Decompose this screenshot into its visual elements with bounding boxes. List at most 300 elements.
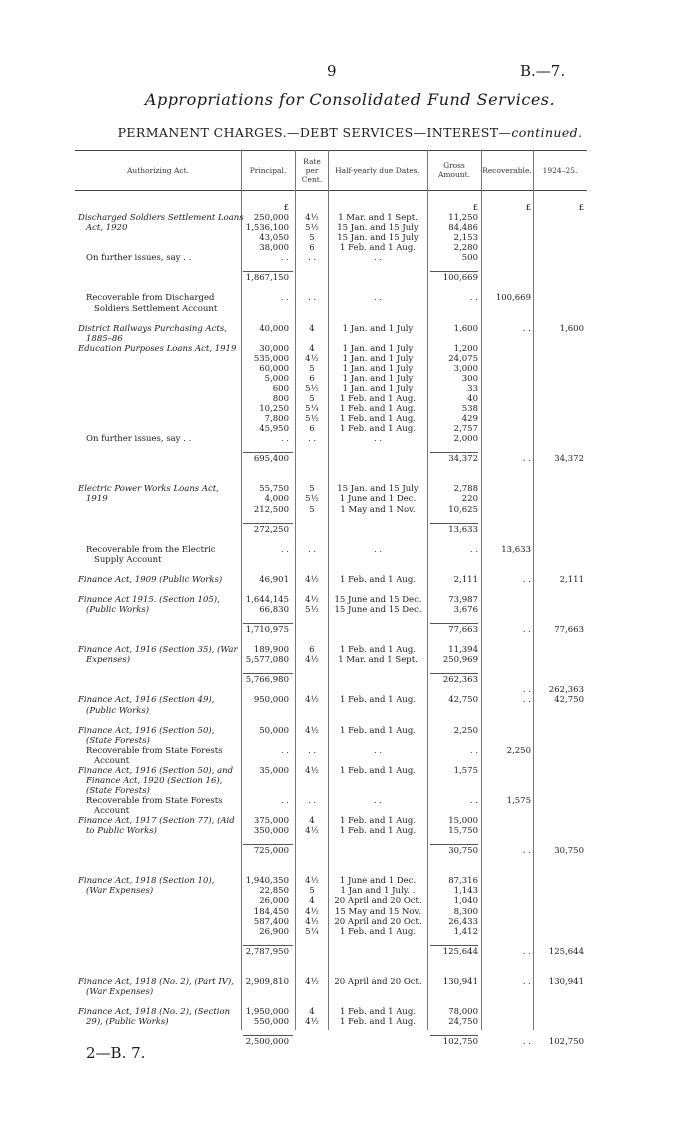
table-row — [0, 737, 700, 746]
cell-authorizing-act: (State Forests) — [86, 785, 150, 796]
cell-principal: . . — [280, 544, 289, 555]
table-row — [0, 475, 700, 484]
cell-gross-amount: 2,280 — [453, 243, 478, 254]
cell-due-dates: 1 Feb. and 1 Aug. — [340, 826, 416, 837]
cell-recoverable: . . — [522, 574, 531, 585]
cell-gross-amount: 15,000 — [448, 816, 478, 827]
cell-recoverable: 2,250 — [506, 745, 531, 756]
subtitle-continued: —continued. — [498, 125, 583, 140]
table-row — [0, 596, 700, 605]
cell-rate: . . — [307, 253, 317, 264]
cell-principal: 587,400 — [253, 916, 289, 927]
table-row — [0, 978, 700, 987]
cell-authorizing-act: (State Forests) — [86, 735, 150, 746]
cell-authorizing-act: Recoverable from Discharged — [86, 293, 215, 304]
cell-principal: 1,950,000 — [245, 1007, 289, 1017]
cell-recoverable: . . — [522, 323, 531, 334]
cell-due-dates: . . — [373, 293, 383, 304]
cell-principal: 1,710,975 — [245, 625, 289, 636]
cell-gross-amount: 11,394 — [448, 645, 478, 656]
cell-due-dates: 1 Jan. and 1 July — [342, 343, 414, 354]
cell-year: £ — [578, 203, 584, 213]
cell-due-dates: 20 April and 20 Oct. — [334, 976, 422, 987]
cell-rate: 5 — [309, 233, 315, 244]
header-authorizing-act: Authorizing Act. — [127, 165, 189, 175]
cell-recoverable: . . — [522, 685, 531, 696]
cell-gross-amount: 125,644 — [442, 946, 478, 957]
cell-rate: 4½ — [305, 574, 319, 585]
table-row — [0, 284, 700, 293]
cell-authorizing-act: 29), (Public Works) — [86, 1017, 169, 1028]
cell-authorizing-act: Recoverable from the Electric — [86, 544, 216, 555]
table-row — [0, 988, 700, 997]
cell-rate: 5½ — [305, 494, 319, 505]
cell-principal: 55,750 — [259, 484, 289, 495]
cell-due-dates: 1 Feb. and 1 Aug. — [340, 424, 416, 435]
cell-due-dates: 1 Jan. and 1 July — [342, 373, 414, 384]
table-row — [0, 526, 700, 535]
cell-principal: 2,909,810 — [245, 976, 289, 987]
table-row — [0, 847, 700, 856]
cell-gross-amount: . . — [469, 795, 478, 806]
cell-gross-amount: 10,625 — [448, 504, 478, 515]
total-rule — [430, 945, 478, 946]
header-principal: Principal. — [249, 165, 287, 175]
cell-authorizing-act: (Public Works) — [86, 705, 150, 716]
table-row — [0, 415, 700, 424]
total-rule — [243, 452, 293, 453]
cell-due-dates: . . — [373, 745, 383, 756]
table-row — [0, 294, 700, 303]
table-row — [0, 506, 700, 515]
page-footer: 2—B. 7. — [86, 1044, 146, 1062]
cell-recoverable: . . — [522, 625, 531, 636]
table-row — [0, 877, 700, 886]
total-rule — [243, 1035, 293, 1036]
cell-due-dates: 15 Jan. and 15 July — [337, 484, 419, 495]
cell-year: 262,363 — [548, 685, 584, 696]
cell-gross-amount: 1,600 — [453, 323, 478, 334]
cell-authorizing-act: Finance Act, 1918 (No. 2), (Part IV), — [78, 976, 234, 987]
table-row — [0, 968, 700, 977]
total-rule — [430, 523, 478, 524]
cell-principal: 1,644,145 — [245, 594, 289, 605]
cell-authorizing-act: to Public Works) — [86, 826, 157, 837]
cell-gross-amount: 3,676 — [453, 605, 478, 615]
total-rule — [430, 673, 478, 674]
table-row — [0, 606, 700, 615]
cell-authorizing-act: Finance Act, 1916 (Section 50), — [78, 725, 215, 736]
table-row — [0, 325, 700, 334]
cell-due-dates: 1 Feb. and 1 Aug. — [340, 765, 416, 776]
cell-gross-amount: 73,987 — [448, 594, 478, 605]
table-row — [0, 465, 700, 474]
cell-principal: 375,000 — [253, 816, 289, 827]
cell-authorizing-act: 1919 — [86, 494, 108, 505]
cell-rate: 4 — [309, 816, 315, 827]
table-row — [0, 556, 700, 565]
total-rule — [243, 844, 293, 845]
cell-gross-amount: 11,250 — [448, 213, 478, 224]
cell-principal: 4,000 — [264, 494, 289, 505]
cell-due-dates: 1 Feb. and 1 Aug. — [340, 393, 416, 404]
header-due-dates: Half-yearly due Dates. — [335, 165, 420, 175]
total-rule — [430, 623, 478, 624]
table-row — [0, 616, 700, 625]
cell-principal: 43,050 — [259, 233, 289, 244]
cell-year: 1,600 — [559, 323, 584, 334]
cell-authorizing-act: Finance Act, 1918 (No. 2), (Section — [78, 1007, 231, 1017]
cell-authorizing-act: 1885–86 — [86, 333, 123, 344]
table-row — [0, 817, 700, 826]
table-row — [0, 777, 700, 786]
cell-due-dates: 1 Jan. and 1 July — [342, 353, 414, 364]
cell-gross-amount: 130,941 — [442, 976, 478, 987]
cell-gross-amount: 15,750 — [448, 826, 478, 837]
table-row — [0, 274, 700, 283]
cell-due-dates: 1 Jan. and 1 July — [342, 383, 414, 394]
table-row — [0, 586, 700, 595]
cell-gross-amount: . . — [469, 544, 478, 555]
page-title: Appropriations for Consolidated Fund Services. — [144, 90, 556, 109]
cell-year: 30,750 — [554, 846, 584, 857]
cell-year: 125,644 — [548, 946, 584, 957]
cell-rate: . . — [307, 795, 317, 806]
cell-rate: 4 — [309, 323, 315, 334]
cell-principal: 800 — [272, 393, 289, 404]
cell-principal: 50,000 — [259, 725, 289, 736]
table-row — [0, 485, 700, 494]
table-row — [0, 455, 700, 464]
table-row — [0, 425, 700, 434]
table-row — [0, 727, 700, 736]
total-rule — [430, 452, 478, 453]
table-row — [0, 254, 700, 263]
table-row — [0, 767, 700, 776]
cell-due-dates: 15 Jan. and 15 July — [337, 233, 419, 244]
table-row — [0, 827, 700, 836]
cell-principal: 1,940,350 — [245, 876, 289, 887]
table-row — [0, 204, 700, 213]
cell-rate: 6 — [309, 424, 315, 435]
cell-gross-amount: 78,000 — [448, 1007, 478, 1017]
table-row — [0, 787, 700, 796]
cell-principal: 7,800 — [264, 414, 289, 425]
table-row — [0, 385, 700, 394]
cell-rate: 5 — [309, 886, 315, 897]
cell-due-dates: 1 Jan. and 1 July — [342, 363, 414, 374]
cell-gross-amount: 2,250 — [453, 725, 478, 736]
cell-authorizing-act: On further issues, say . . — [86, 434, 192, 445]
cell-authorizing-act: Account — [94, 755, 130, 766]
cell-rate: . . — [307, 293, 317, 304]
cell-authorizing-act: Finance Act, 1916 (Section 49), — [78, 695, 215, 706]
cell-rate: 4½ — [305, 725, 319, 736]
cell-authorizing-act: Education Purposes Loans Act, 1919 — [78, 343, 237, 354]
table-row — [0, 857, 700, 866]
cell-rate: 5 — [309, 363, 315, 374]
cell-principal: 26,900 — [259, 926, 289, 937]
cell-principal: 38,000 — [259, 243, 289, 254]
cell-rate: 5½ — [305, 383, 319, 394]
cell-authorizing-act: On further issues, say . . — [86, 253, 192, 264]
cell-authorizing-act: Finance Act 1915. (Section 105), — [78, 594, 220, 605]
cell-year: 34,372 — [554, 454, 584, 465]
cell-gross-amount: 2,153 — [453, 233, 478, 244]
cell-due-dates: 15 June and 15 Dec. — [334, 594, 422, 605]
total-rule — [243, 271, 293, 272]
cell-recoverable: 1,575 — [506, 795, 531, 806]
cell-recoverable: 100,669 — [495, 293, 531, 304]
cell-year: 130,941 — [548, 976, 584, 987]
table-row — [0, 918, 700, 927]
table-row — [0, 797, 700, 806]
cell-rate: 4½ — [305, 976, 319, 987]
cell-authorizing-act: Expenses) — [86, 655, 131, 666]
cell-rate: 4½ — [305, 695, 319, 706]
cell-gross-amount: 500 — [461, 253, 478, 264]
cell-authorizing-act: Recoverable from State Forests — [86, 795, 223, 806]
cell-principal: 60,000 — [259, 363, 289, 374]
cell-rate: 4 — [309, 1007, 315, 1017]
cell-gross-amount: 102,750 — [442, 1037, 478, 1048]
cell-principal: 30,000 — [259, 343, 289, 354]
cell-gross-amount: 220 — [461, 494, 478, 505]
cell-due-dates: 20 April and 20 Oct. — [334, 896, 422, 907]
cell-principal: 350,000 — [253, 826, 289, 837]
cell-principal: 535,000 — [253, 353, 289, 364]
cell-due-dates: 1 May and 1 Nov. — [340, 504, 416, 515]
cell-due-dates: 1 Feb. and 1 Aug. — [340, 695, 416, 706]
table-row — [0, 867, 700, 876]
cell-principal: 725,000 — [253, 846, 289, 857]
cell-principal: 184,450 — [253, 906, 289, 917]
cell-gross-amount: 1,040 — [453, 896, 478, 907]
cell-recoverable: . . — [522, 846, 531, 857]
cell-due-dates: . . — [373, 434, 383, 445]
header-recoverable: Recoverable. — [482, 165, 532, 175]
table-row — [0, 536, 700, 545]
cell-principal: 40,000 — [259, 323, 289, 334]
total-rule — [430, 271, 478, 272]
cell-gross-amount: 26,433 — [448, 916, 478, 927]
cell-rate: 4½ — [305, 906, 319, 917]
cell-authorizing-act: Supply Account — [94, 554, 162, 565]
cell-principal: 2,787,950 — [245, 946, 289, 957]
table-row — [0, 938, 700, 947]
table-row — [0, 566, 700, 575]
table-row — [0, 516, 700, 525]
cell-due-dates: 1 Mar. and 1 Sept. — [338, 655, 418, 666]
table-row — [0, 495, 700, 504]
table-row — [0, 646, 700, 655]
cell-rate: 4½ — [305, 765, 319, 776]
cell-gross-amount: 33 — [467, 383, 478, 394]
table-row — [0, 707, 700, 716]
cell-rate: 4½ — [305, 213, 319, 224]
cell-recoverable: £ — [525, 203, 531, 213]
cell-principal: . . — [280, 745, 289, 756]
table-row — [0, 305, 700, 314]
cell-rate: 4½ — [305, 1017, 319, 1028]
cell-due-dates: 1 Feb. and 1 Aug. — [340, 725, 416, 736]
cell-gross-amount: 3,000 — [453, 363, 478, 374]
cell-due-dates: 1 Feb. and 1 Aug. — [340, 1017, 416, 1028]
cell-due-dates: . . — [373, 544, 383, 555]
cell-principal: 46,901 — [259, 574, 289, 585]
cell-rate: 5½ — [305, 223, 319, 234]
cell-principal: £ — [283, 203, 289, 213]
cell-authorizing-act: Discharged Soldiers Settlement Loans — [78, 213, 244, 224]
cell-gross-amount: 34,372 — [448, 454, 478, 465]
cell-gross-amount: 100,669 — [442, 273, 478, 284]
cell-gross-amount: 1,143 — [453, 886, 478, 897]
table-row — [0, 355, 700, 364]
cell-gross-amount: 2,000 — [453, 434, 478, 445]
cell-principal: 272,250 — [253, 524, 289, 535]
table-row — [0, 214, 700, 223]
cell-gross-amount: 429 — [461, 414, 478, 425]
cell-rate: 5 — [309, 504, 315, 515]
cell-authorizing-act: (War Expenses) — [86, 986, 154, 997]
cell-rate: 6 — [309, 373, 315, 384]
table-row — [0, 405, 700, 414]
table-row — [0, 887, 700, 896]
cell-principal: 1,867,150 — [245, 273, 289, 284]
cell-rate: 5¼ — [305, 926, 319, 937]
header-rate: Rate per Cent. — [301, 156, 323, 184]
table-row — [0, 1018, 700, 1027]
cell-gross-amount: 24,075 — [448, 353, 478, 364]
cell-gross-amount: 2,788 — [453, 484, 478, 495]
cell-principal: 950,000 — [253, 695, 289, 706]
table-row — [0, 395, 700, 404]
cell-recoverable: . . — [522, 695, 531, 706]
cell-gross-amount: 300 — [461, 373, 478, 384]
cell-principal: 10,250 — [259, 404, 289, 414]
cell-principal: 26,000 — [259, 896, 289, 907]
cell-gross-amount: 2,757 — [453, 424, 478, 435]
cell-principal: . . — [280, 293, 289, 304]
cell-due-dates: 1 Feb. and 1 Aug. — [340, 816, 416, 827]
table-row — [0, 546, 700, 555]
page-number: 9 — [327, 62, 337, 80]
header-year: 1924–25. — [542, 165, 578, 175]
total-rule — [243, 673, 293, 674]
cell-principal: 5,766,980 — [245, 675, 289, 686]
cell-due-dates: 1 Feb. and 1 Aug. — [340, 404, 416, 414]
table-row — [0, 264, 700, 273]
total-rule — [430, 844, 478, 845]
cell-due-dates: 1 Jan and 1 July. . — [340, 886, 416, 897]
cell-rate: 5 — [309, 393, 315, 404]
header-gross-amount: Gross Amount. — [437, 161, 471, 179]
cell-gross-amount: 87,316 — [448, 876, 478, 887]
table-row — [0, 666, 700, 675]
cell-authorizing-act: Account — [94, 806, 130, 816]
table-row — [0, 676, 700, 685]
cell-principal: . . — [280, 795, 289, 806]
table-row — [0, 626, 700, 635]
cell-year: 77,663 — [554, 625, 584, 636]
table-row — [0, 717, 700, 726]
table-row — [0, 696, 700, 705]
cell-authorizing-act: Soldiers Settlement Account — [94, 303, 218, 314]
cell-recoverable: . . — [522, 454, 531, 465]
cell-gross-amount: 1,412 — [453, 926, 478, 937]
cell-authorizing-act: Finance Act, 1909 (Public Works) — [78, 574, 223, 585]
cell-rate: 4½ — [305, 353, 319, 364]
cell-rate: 5½ — [305, 414, 319, 425]
cell-recoverable: . . — [522, 946, 531, 957]
cell-due-dates: 15 Jan. and 15 July — [337, 223, 419, 234]
cell-gross-amount: 13,633 — [448, 524, 478, 535]
table-row — [0, 365, 700, 374]
cell-gross-amount: 1,575 — [453, 765, 478, 776]
cell-rate: 6 — [309, 645, 315, 656]
cell-principal: 1,536,100 — [245, 223, 289, 234]
cell-due-dates: 15 May and 15 Nov. — [334, 906, 422, 917]
cell-due-dates: 1 June and 1 Dec. — [339, 876, 417, 887]
table-row — [0, 345, 700, 354]
cell-principal: 22,850 — [259, 886, 289, 897]
cell-due-dates: 1 Feb. and 1 Aug. — [340, 926, 416, 937]
cell-principal: 550,000 — [253, 1017, 289, 1028]
cell-rate: . . — [307, 544, 317, 555]
table-row — [0, 576, 700, 585]
total-rule — [243, 523, 293, 524]
table-row — [0, 908, 700, 917]
cell-recoverable: . . — [522, 976, 531, 987]
total-rule — [430, 1035, 478, 1036]
cell-rate: 5¼ — [305, 404, 319, 414]
cell-due-dates: 1 Mar. and 1 Sept. — [338, 213, 418, 224]
cell-rate: . . — [307, 434, 317, 445]
table-row — [0, 656, 700, 665]
subtitle-main: PERMANENT CHARGES.—DEBT SERVICES—INTEREST — [117, 125, 499, 140]
table-row — [0, 837, 700, 846]
cell-authorizing-act: Finance Act, 1916 (Section 50), and — [78, 765, 234, 776]
cell-rate: 5½ — [305, 605, 319, 615]
cell-principal: 212,500 — [253, 504, 289, 515]
cell-gross-amount: 40 — [467, 393, 478, 404]
cell-year: 102,750 — [548, 1037, 584, 1048]
cell-recoverable: . . — [522, 1037, 531, 1048]
cell-principal: 695,400 — [253, 454, 289, 465]
cell-authorizing-act: Finance Act, 1917 (Section 77), (Aid — [78, 816, 235, 827]
cell-due-dates: 1 Feb. and 1 Aug. — [340, 1007, 416, 1017]
cell-gross-amount: 1,200 — [453, 343, 478, 354]
table-row — [0, 445, 700, 454]
table-row — [0, 757, 700, 766]
table-row — [0, 244, 700, 253]
table-row — [0, 958, 700, 967]
cell-principal: . . — [280, 253, 289, 264]
cell-authorizing-act: Finance Act, 1916 (Section 35), (War — [78, 645, 238, 656]
cell-principal: 600 — [272, 383, 289, 394]
cell-principal: 45,950 — [259, 424, 289, 435]
cell-rate: 4 — [309, 896, 315, 907]
cell-due-dates: . . — [373, 795, 383, 806]
total-rule — [243, 623, 293, 624]
cell-rate: 4½ — [305, 594, 319, 605]
cell-authorizing-act: Electric Power Works Loans Act, — [78, 484, 219, 495]
table-row — [0, 1008, 700, 1017]
cell-authorizing-act: Act, 1920 — [86, 223, 128, 234]
cell-principal: 189,900 — [253, 645, 289, 656]
cell-rate: 4½ — [305, 826, 319, 837]
cell-gross-amount: 262,363 — [442, 675, 478, 686]
